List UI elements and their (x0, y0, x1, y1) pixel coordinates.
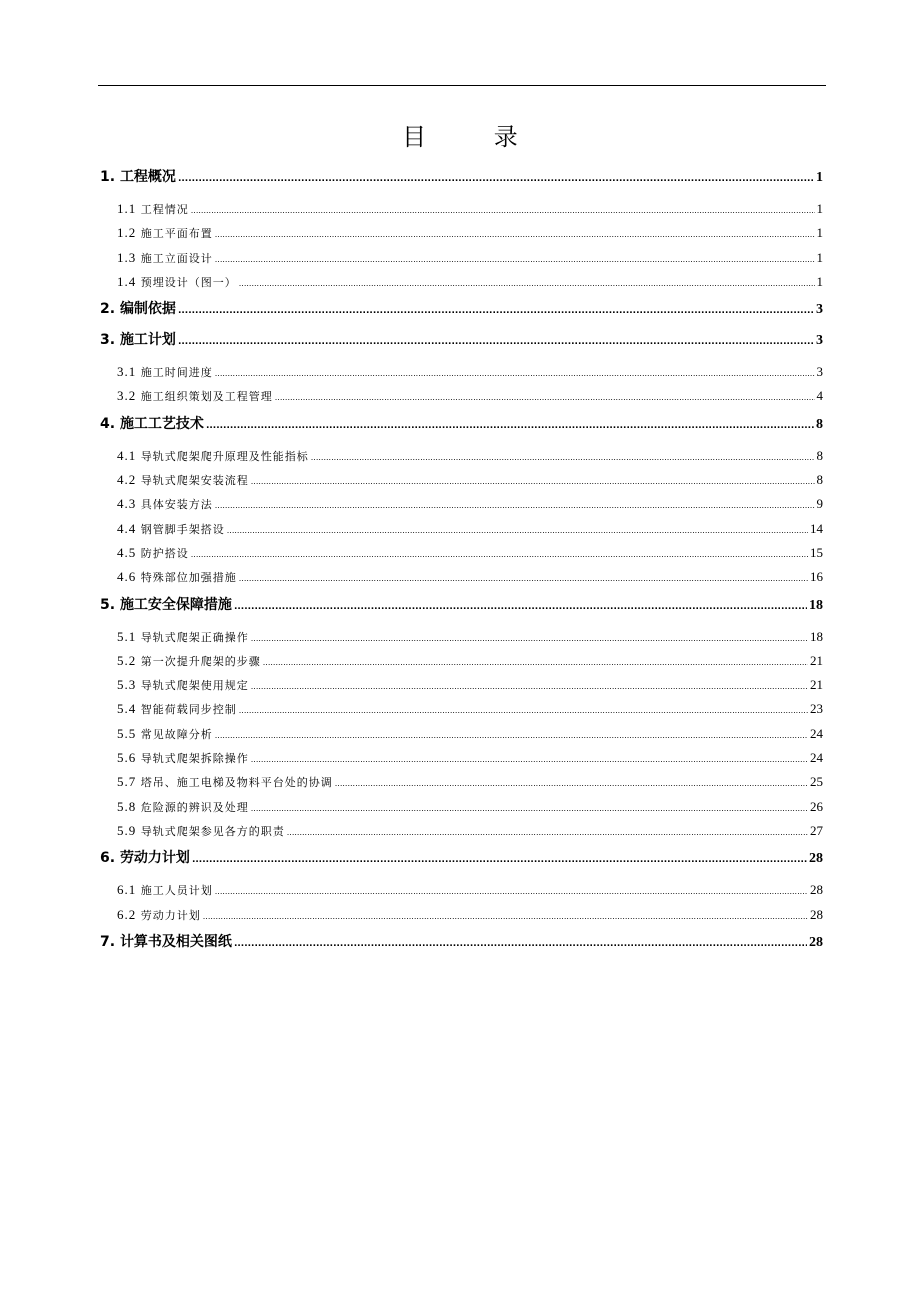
toc-entry-label (117, 492, 213, 517)
toc-entry-page-number: 8 (816, 472, 823, 488)
toc-subsection-entry[interactable] (100, 649, 823, 673)
toc-entry-page-number: 24 (810, 725, 823, 741)
toc-entry-page-number: 28 (809, 934, 823, 950)
toc-entry-number: 1. (100, 169, 116, 185)
header-rule (98, 85, 826, 86)
toc-entry-number: 4.6 (117, 569, 137, 585)
toc-entry-number: 5.6 (117, 750, 137, 766)
toc-subsection-entry[interactable] (100, 565, 823, 589)
toc-entry-text: 施工安全保障措施 (119, 596, 232, 613)
toc-entry-label (117, 795, 249, 820)
toc-entry-text: 导轨式爬架正确操作 (140, 630, 249, 644)
dot-leader (335, 772, 808, 796)
toc-entry-label (117, 625, 249, 650)
toc-section-entry[interactable] (100, 847, 823, 869)
dot-leader (203, 905, 808, 929)
dot-leader (251, 748, 808, 772)
toc-entry-page-number: 21 (810, 652, 823, 668)
toc-entry-label (100, 166, 176, 188)
toc-entry-label (117, 468, 249, 493)
toc-subsection-entry[interactable] (100, 625, 823, 649)
toc-entry-label (117, 384, 273, 409)
toc-entry-label (117, 673, 249, 698)
toc-entry-page-number: 3 (816, 364, 823, 380)
dot-leader (251, 675, 808, 699)
toc-entry-number: 6.1 (117, 882, 137, 898)
toc-entry-page-number: 1 (816, 201, 823, 216)
toc-entry-label (100, 931, 232, 953)
toc-entry-number: 7. (100, 933, 116, 950)
toc-entry-number: 3.1 (117, 364, 137, 380)
toc-entry-page-number: 23 (810, 701, 823, 717)
dot-leader (251, 797, 808, 821)
toc-entry-number: 1.1 (117, 201, 137, 216)
dot-leader (263, 651, 808, 675)
toc-section-entry[interactable] (100, 594, 823, 616)
toc-entry-number: 2. (100, 301, 116, 318)
toc-entry-page-number: 14 (810, 520, 823, 536)
dot-leader (215, 494, 815, 518)
toc-entry-number: 5.5 (117, 725, 137, 741)
toc-entry-text: 导轨式爬架爬升原理及性能指标 (140, 449, 309, 463)
toc-entry-number: 1.4 (117, 273, 137, 289)
toc-entry-number: 4.4 (117, 520, 137, 536)
toc-entry-page-number: 8 (816, 416, 823, 432)
dot-leader (275, 386, 815, 410)
toc-entry-page-number: 9 (816, 496, 823, 512)
toc-entry-text: 施工组织策划及工程管理 (140, 390, 273, 404)
toc-subsection-entry[interactable] (100, 541, 823, 565)
dot-leader (311, 446, 815, 470)
toc-entry-text: 施工立面设计 (140, 251, 213, 265)
toc-entry-page-number: 16 (810, 569, 823, 585)
toc-entry-page-number: 28 (809, 851, 823, 867)
toc-entry-page-number: 27 (810, 822, 823, 838)
dot-leader (215, 880, 808, 904)
dot-leader (234, 933, 807, 955)
toc-subsection-entry[interactable] (100, 746, 823, 770)
toc-entry-label (100, 847, 190, 869)
toc-entry-text: 特殊部位加强措施 (140, 571, 237, 585)
toc-subsection-entry[interactable] (100, 221, 823, 245)
toc-entry-text: 施工计划 (119, 332, 176, 349)
dot-leader (227, 519, 808, 543)
toc-entry-text: 常见故障分析 (140, 727, 213, 741)
toc-entry-number: 3.2 (117, 388, 137, 404)
toc-entry-text: 塔吊、施工电梯及物料平台处的协调 (140, 776, 333, 790)
toc-entry-page-number: 3 (816, 302, 823, 318)
toc-entry-page-number: 1 (816, 170, 823, 185)
dot-leader (178, 300, 814, 322)
toc-entry-page-number: 3 (816, 333, 823, 349)
toc-entry-label (117, 565, 237, 590)
toc-entry-label (117, 444, 309, 469)
toc-entry-label (117, 746, 249, 771)
toc-subsection-entry[interactable] (100, 246, 823, 270)
dot-leader (215, 223, 815, 247)
toc-subsection-entry[interactable] (100, 197, 823, 221)
toc-subsection-entry[interactable] (100, 517, 823, 541)
toc-entry-text: 劳动力计划 (140, 908, 201, 922)
toc-entry-label (117, 221, 213, 246)
page-title: 目 录 (402, 123, 548, 151)
toc-entry-number: 4.1 (117, 447, 137, 463)
toc-entry-text: 导轨式爬架拆除操作 (140, 752, 249, 766)
toc-subsection-entry[interactable] (100, 722, 823, 746)
toc-entry-page-number: 4 (816, 388, 823, 404)
toc-entry-label (100, 413, 204, 435)
toc-section-entry[interactable] (100, 298, 823, 320)
dot-leader (251, 470, 815, 494)
toc-entry-text: 计算书及相关图纸 (119, 933, 232, 950)
toc-entry-number: 1.3 (117, 249, 137, 265)
dot-leader (178, 168, 814, 190)
toc-entry-text: 危险源的辨识及处理 (140, 800, 249, 814)
dot-leader (206, 415, 814, 437)
toc-entry-number: 5.4 (117, 701, 137, 717)
toc-subsection-entry[interactable] (100, 270, 823, 294)
toc-entry-label (117, 819, 285, 844)
dot-leader (251, 627, 808, 651)
toc-entry-page-number: 1 (816, 225, 823, 241)
toc-entry-number: 5.3 (117, 677, 137, 693)
dot-leader (215, 362, 815, 386)
toc-entry-page-number: 18 (809, 597, 823, 613)
toc-entry-page-number: 21 (810, 677, 823, 693)
toc-entry-label (100, 298, 176, 320)
toc-entry-number: 1.2 (117, 225, 137, 241)
toc-subsection-entry[interactable] (100, 492, 823, 516)
toc-entry-number: 4.2 (117, 472, 137, 488)
dot-leader (239, 699, 808, 723)
toc-entry-text: 钢管脚手架搭设 (140, 522, 225, 536)
toc-subsection-entry[interactable] (100, 770, 823, 794)
toc-entry-number: 4.5 (117, 544, 137, 560)
toc-entry-text: 防护搭设 (140, 546, 189, 560)
toc-entry-page-number: 18 (810, 628, 823, 644)
dot-leader (239, 272, 815, 296)
toc-entry-text: 编制依据 (119, 301, 176, 318)
toc-entry-text: 施工平面布置 (140, 227, 213, 241)
toc-section-entry[interactable] (100, 166, 823, 188)
toc-entry-text: 导轨式爬架使用规定 (140, 679, 249, 693)
toc-subsection-entry[interactable] (100, 878, 823, 902)
toc-entry-page-number: 1 (816, 273, 823, 289)
toc-entry-page-number: 26 (810, 798, 823, 814)
dot-leader (215, 248, 815, 272)
toc-entry-text: 具体安装方法 (140, 498, 213, 512)
toc-entry-page-number: 24 (810, 750, 823, 766)
toc-entry-number: 6.2 (117, 906, 137, 922)
dot-leader (215, 724, 808, 748)
toc-section-entry[interactable] (100, 329, 823, 351)
toc-entry-number: 5.9 (117, 822, 137, 838)
toc-entry-number: 5.7 (117, 774, 137, 790)
dot-leader (178, 331, 814, 353)
toc-entry-page-number: 15 (810, 544, 823, 560)
dot-leader (234, 596, 807, 618)
toc-entry-label (100, 329, 176, 351)
toc-section-entry[interactable] (100, 413, 823, 435)
toc-entry-page-number: 28 (810, 906, 823, 922)
toc-entry-label (117, 360, 213, 385)
toc-entry-page-number: 25 (810, 774, 823, 790)
toc-subsection-entry[interactable] (100, 795, 823, 819)
toc-subsection-entry[interactable] (100, 819, 823, 843)
toc-entry-text: 施工人员计划 (140, 884, 213, 898)
toc-entry-label (117, 649, 261, 674)
dot-leader (191, 199, 815, 223)
toc-entry-text: 导轨式爬架参见各方的职责 (140, 824, 285, 838)
toc-entry-number: 4. (100, 415, 116, 432)
toc-entry-text: 智能荷载同步控制 (140, 703, 237, 717)
toc-entry-number: 3. (100, 332, 116, 349)
toc-entry-label (117, 770, 333, 795)
toc-entry-text: 施工时间进度 (140, 366, 213, 380)
toc-entry-text: 工程情况 (140, 203, 189, 216)
toc-subsection-entry[interactable] (100, 360, 823, 384)
toc-entry-page-number: 8 (816, 447, 823, 463)
toc-entry-label (117, 541, 189, 566)
toc-subsection-entry[interactable] (100, 384, 823, 408)
toc-subsection-entry[interactable] (100, 903, 823, 927)
toc-entry-number: 5. (100, 596, 116, 613)
toc-subsection-entry[interactable] (100, 468, 823, 492)
toc-entry-text: 工程概况 (119, 169, 176, 185)
toc-subsection-entry[interactable] (100, 444, 823, 468)
toc-subsection-entry[interactable] (100, 673, 823, 697)
toc-entry-page-number: 28 (810, 882, 823, 898)
toc-entry-number: 5.1 (117, 628, 137, 644)
toc-entry-label (117, 246, 213, 271)
toc-section-entry[interactable] (100, 931, 823, 953)
toc-entry-number: 4.3 (117, 496, 137, 512)
toc-entry-number: 5.8 (117, 798, 137, 814)
toc-entry-label (117, 517, 225, 542)
toc-entry-label (117, 270, 237, 295)
toc-entry-label (117, 878, 213, 903)
toc-entry-text: 导轨式爬架安装流程 (140, 474, 249, 488)
toc-entry-label (117, 697, 237, 722)
toc-entry-label (117, 722, 213, 747)
toc-entry-text: 劳动力计划 (119, 850, 190, 867)
toc-entry-page-number: 1 (816, 249, 823, 265)
toc-entry-number: 5.2 (117, 652, 137, 668)
toc-entry-text: 预埋设计（图一） (140, 275, 237, 289)
toc-entry-label (117, 197, 189, 222)
dot-leader (192, 849, 807, 871)
toc-entry-number: 6. (100, 850, 116, 867)
toc-entry-text: 第一次提升爬架的步骤 (140, 654, 261, 668)
toc-entry-text: 施工工艺技术 (119, 415, 204, 432)
toc-subsection-entry[interactable] (100, 697, 823, 721)
toc-entry-label (100, 594, 232, 616)
dot-leader (287, 821, 808, 845)
toc-entry-label (117, 903, 201, 928)
dot-leader (191, 543, 808, 567)
table-of-contents (100, 162, 823, 962)
dot-leader (239, 567, 808, 591)
